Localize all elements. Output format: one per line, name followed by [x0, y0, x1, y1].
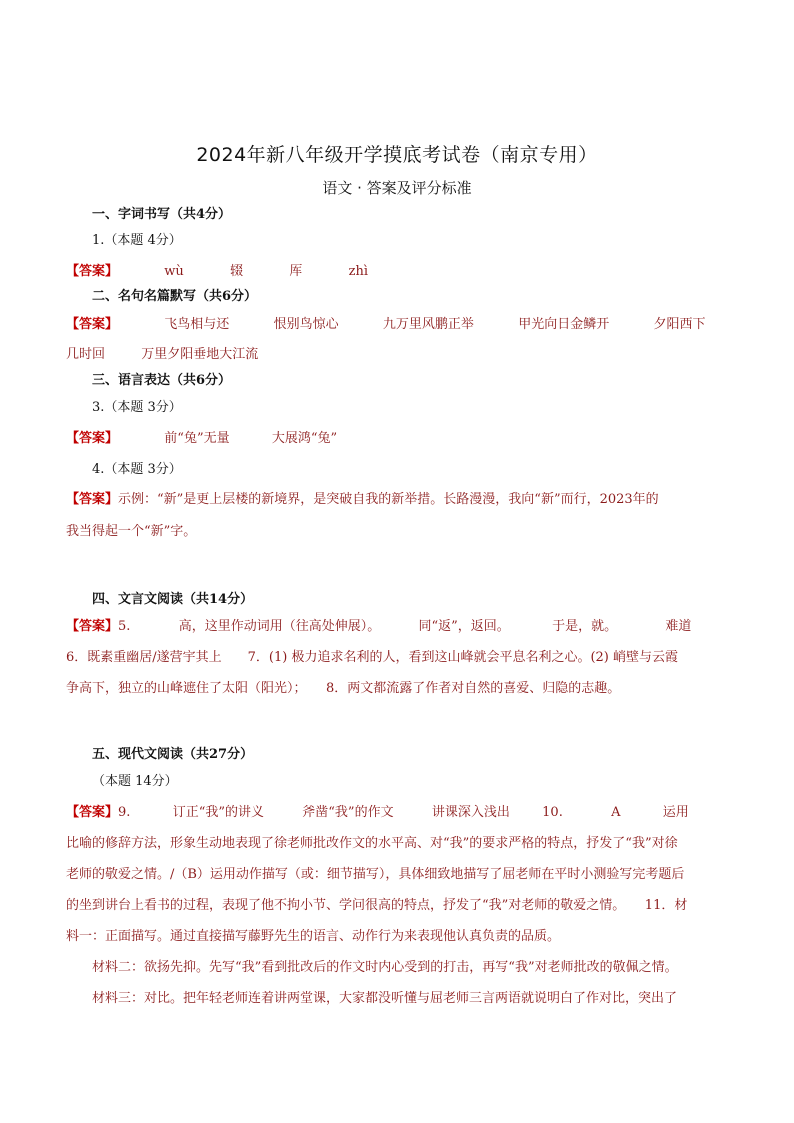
- answer-item: 难道: [665, 619, 692, 634]
- answer-text: 争高下，独立的山峰遮住了太阳（阳光）； 8．两文都流露了作者对自然的喜爱、归隐的志趣。: [66, 681, 621, 696]
- answer-tag: 【答案】: [66, 492, 119, 507]
- answer-row-q3: [66, 429, 337, 449]
- answer-item: 恨别鸟惊心: [273, 317, 339, 332]
- answer-item: zhì: [348, 264, 369, 279]
- answer-tag: 【答案】: [66, 805, 119, 820]
- answer-tag: 【答案】: [66, 264, 119, 279]
- answer-item: wù: [164, 264, 184, 279]
- answer-item: 5.: [118, 619, 131, 634]
- answer-item: 辍: [230, 264, 244, 279]
- answer-text: 6．既素重幽居/遂营宇其上 7．(1) 极力追求名利的人，看到这山峰就会平息名利之心。(2) 峭壁与云霞: [66, 650, 679, 665]
- answer-item: 10.: [542, 805, 563, 820]
- answer-tag: 【答案】: [66, 431, 119, 446]
- section5-heading: 五、现代文阅读（共27分）: [92, 747, 254, 762]
- section2-heading: 二、名句名篇默写（共6分）: [92, 289, 258, 304]
- answer-text: 我当得起一个“新”字。: [66, 524, 197, 539]
- answer-item: 高，这里作动词用（往高处伸展）。: [178, 619, 381, 634]
- answer-tag: 【答案】: [66, 619, 119, 634]
- section4-heading: 四、文言文阅读（共14分）: [92, 592, 254, 607]
- answer-text: 比喻的修辞方法，形象生动地表现了徐老师批改作文的水平高、对“我”的要求严格的特点，抒发了“我”对徐: [66, 836, 678, 851]
- answer-item: 厍: [289, 264, 303, 279]
- answer-row-q1: [66, 262, 368, 282]
- answer-item: 斧凿“我”的作文: [302, 805, 394, 820]
- answer-item: 九万里风鹏正举: [382, 317, 474, 332]
- answer-text: 材料三：对比。把年轻老师连着讲两堂课，大家都没听懂与屈老师三言两语就说明白了作对比，突出了: [92, 991, 678, 1006]
- question-note: （本题 14分）: [92, 774, 178, 789]
- answer-item: 大展鸿“兔”: [271, 431, 338, 446]
- answer-item: 9.: [118, 805, 131, 820]
- question1-label: 1.（本题 4分）: [92, 233, 182, 248]
- question4-label: 4.（本题 3分）: [92, 462, 182, 477]
- answer-row-s2-cont: [66, 345, 258, 365]
- answer-item: 前“兔”无量: [164, 431, 230, 446]
- answer-item: 运用: [662, 805, 689, 820]
- answer-tag: 【答案】: [66, 317, 119, 332]
- section1-heading: 一、字词书写（共4分）: [92, 207, 232, 222]
- answer-row-s2: [66, 315, 706, 335]
- answer-item: 讲课深入浅出: [431, 805, 510, 820]
- answer-item: 万里夕阳垂地大江流: [141, 347, 259, 362]
- answer-row-s4: [66, 617, 691, 637]
- answer-text: 示例：“新”是更上层楼的新境界，是突破自我的新举措。长路漫漫，我向“新”而行，2023年的: [118, 492, 659, 507]
- answer-item: 于是，就。: [552, 619, 618, 634]
- answer-item: 订正“我”的讲义: [172, 805, 264, 820]
- section3-heading: 三、语言表达（共6分）: [92, 373, 232, 388]
- page-subtitle: 语文 · 答案及评分标准: [322, 179, 472, 197]
- answer-text: 的坐到讲台上看书的过程，表现了他不拘小节、学问很高的特点，抒发了“我”对老师的敬爱之情。 11．材: [66, 898, 688, 913]
- answer-row-q4: [66, 490, 659, 510]
- answer-text: 老师的敬爱之情。/（B）运用动作描写（或：细节描写），具体细致地描写了屈老师在平时小测验写完考题后: [66, 867, 685, 882]
- answer-item: A: [611, 805, 621, 820]
- question3-label: 3.（本题 3分）: [92, 400, 182, 415]
- answer-item: 甲光向日金鳞开: [518, 317, 610, 332]
- answer-row-s5: [66, 803, 689, 823]
- answer-text: 料一：正面描写。通过直接描写藤野先生的语言、动作行为来表现他认真负责的品质。: [66, 929, 561, 944]
- answer-item: 几时回: [66, 347, 106, 362]
- answer-text: 材料二：欲扬先抑。先写“我”看到批改后的作文时内心受到的打击，再写“我”对老师批改的敬佩之情。: [92, 960, 678, 975]
- page-title: 2024年新八年级开学摸底考试卷（南京专用）: [196, 144, 598, 166]
- answer-item: 夕阳西下: [653, 317, 706, 332]
- answer-item: 同“返”，返回。: [418, 619, 510, 634]
- answer-item: 飞鸟相与还: [164, 317, 230, 332]
